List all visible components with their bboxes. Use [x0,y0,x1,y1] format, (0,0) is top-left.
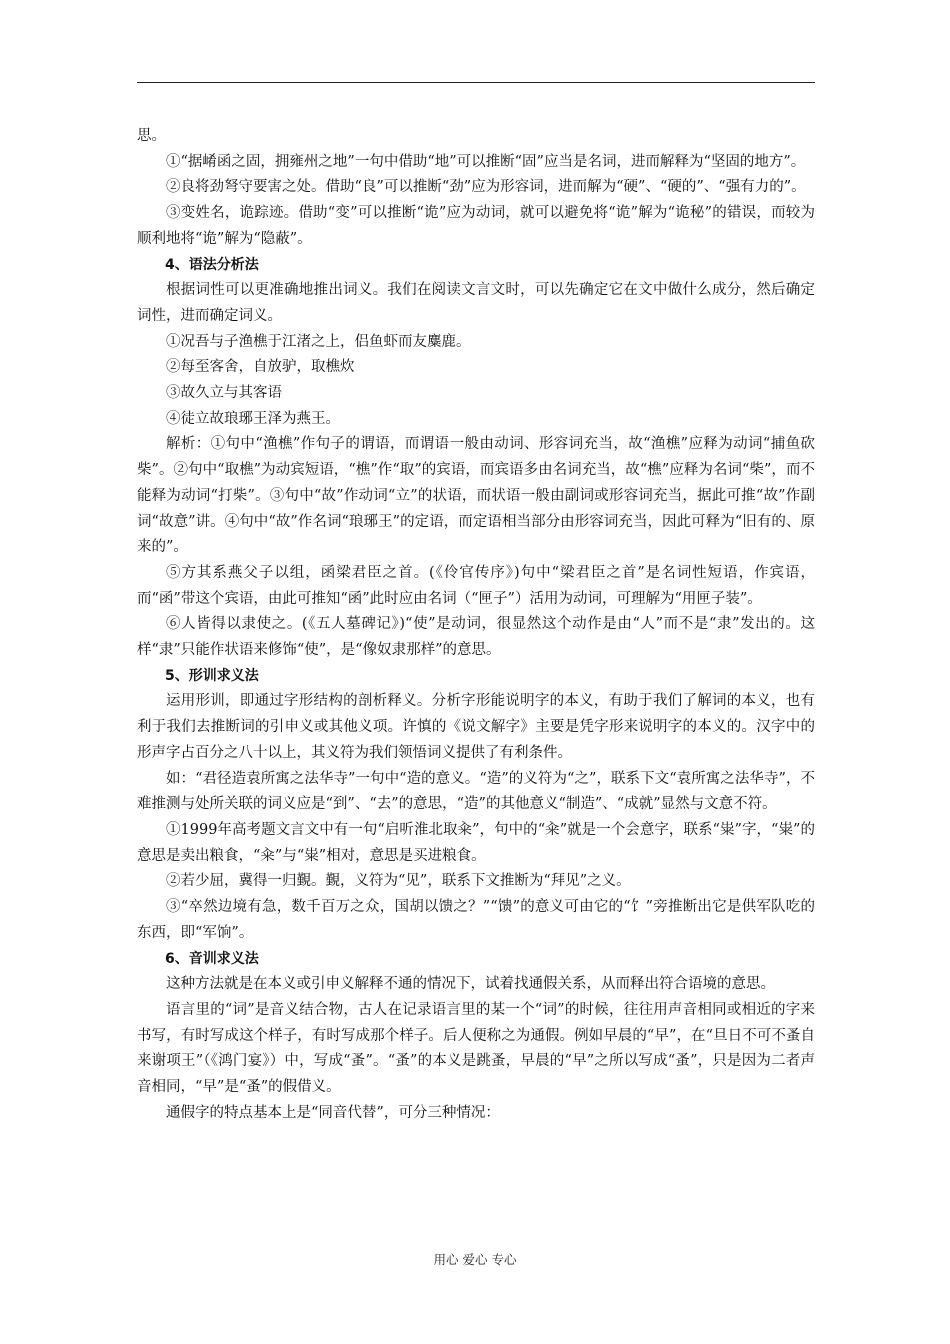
paragraph: ④徒立故琅琊王泽为燕王。 [166,410,340,427]
section-heading: 6、音训求义法 [165,950,259,967]
document-body [137,124,815,1126]
paragraph: 根据词性可以更准确地推出词义。我们在阅读文言文时，可以先确定它在文中做什么成分，然后确定词性，进而确定词义。 [137,282,815,324]
paragraph: ①况吾与子渔樵于江渚之上，侣鱼虾而友麋鹿。 [166,333,471,350]
paragraph: 通假字的特点基本上是“同音代替”，可分三种情况： [166,1104,500,1121]
paragraph: ①1999年高考题文言文中有一句“启听淮北取籴”，句中的“籴”就是一个会意字，联系“粜”字，“粜”的意思是卖出粮食，“籴”与“粜”相对，意思是买进粮食。 [137,821,815,864]
paragraph: ③变姓名，诡踪迹。借助“变”可以推断“诡”应为动词，就可以避免将“诡”解为“诡秘”的错误，而较为顺利地将“诡”解为“隐蔽”。 [137,205,815,247]
paragraph: ③故久立与其客语 [166,385,282,402]
paragraph: 语言里的“词”是音义结合物，古人在记录语言里的某一个“词”的时候，往往用声音相同或相近的字来书写，有时写成这个样子，有时写成那个样子。后人便称之为通假。例如早晨的“早”，在“旦日不可不蚤自来谢项王”（《鸿门宴》）中，写成“蚤”。“蚤”的本义是跳蚤，早晨的“早”之所以写成“蚤”，只是因为二者声音相同，“早”是“蚤”的假借义。 [137,1001,815,1096]
section-heading: 4、语法分析法 [165,256,259,273]
paragraph: 思。 [137,128,166,144]
paragraph: 解析：①句中“渔樵”作句子的谓语，而谓语一般由动词、形容词充当，故“渔樵”应释为动词“捕鱼砍柴”。②句中“取樵”为动宾短语，“樵”作“取”的宾语，而宾语多由名词充当，故“樵”应释为名词“柴”，而不能释为动词“打柴”。③句中“故”作动词“立”的状语，而状语一般由副词或形容词充当，据此可推“故”作副词“故意”讲。④句中“故”作名词“琅琊王”的定语，而定语相当部分由形容词充当，因此可释为“旧有的、原来的”。 [137,436,815,556]
header-rule [137,82,815,83]
paragraph: 如：“君径造袁所寓之法华寺”一句中“造的意义。“造”的义符为“之”，联系下文“袁所寓之法华寺”，不难推测与处所关联的词义应是“到”、“去”的意思，“造”的其他意义“制造”、“成就”显然与文意不符。 [137,770,815,813]
paragraph: ③“卒然边境有急，数千百万之众，国胡以馈之？”“馈”的意义可由它的“饣”旁推断出它是供军队吃的东西，即“军饷”。 [137,899,815,941]
paragraph: ①“据崤函之固，拥雍州之地”一句中借助“地”可以推断“固”应当是名词，进而解释为“坚固的地方”。 [166,153,806,170]
paragraph: ②每至客舍，自放驴，取樵炊 [166,359,355,376]
paragraph: ②若少屈，冀得一归覲。覲，义符为“见”，联系下文推断为“拜见”之义。 [166,873,631,890]
paragraph: ⑥人皆得以隶使之。(《五人墓碑记》)“使”是动词，很显然这个动作是由“人”而不是“隶”发出的。这样“隶”只能作状语来修饰“使”，是“像奴隶那样”的意思。 [137,616,815,659]
paragraph: ⑤方其系燕父子以组，函梁君臣之首。(《伶官传序》)句中“梁君臣之首”是名词性短语，作宾语，而“函”带这个宾语，由此可推知“函”此时应由名词（“匣子”）活用为动词，可理解为“用匣子装”。 [137,564,815,607]
page-footer: 用心 爱心 专心 [433,1252,517,1267]
paragraph: 运用形训，即通过字形结构的剖析释义。分析字形能说明字的本义，有助于我们了解词的本义，也有利于我们去推断词的引申义或其他义项。许慎的《说文解字》主要是凭字形来说明字的本义的。汉字中的形声字占百分之八十以上，其义符为我们领悟词义提供了有利条件。 [137,693,815,761]
paragraph: ②良将劲弩守要害之处。借助“良”可以推断“劲”应为形容词，进而解为“硬”、“硬的”、“强有力的”。 [166,179,806,196]
section-heading: 5、形训求义法 [165,667,259,684]
paragraph: 这种方法就是在本义或引申义解释不通的情况下，试着找通假关系，从而释出符合语境的意思。 [166,976,775,993]
